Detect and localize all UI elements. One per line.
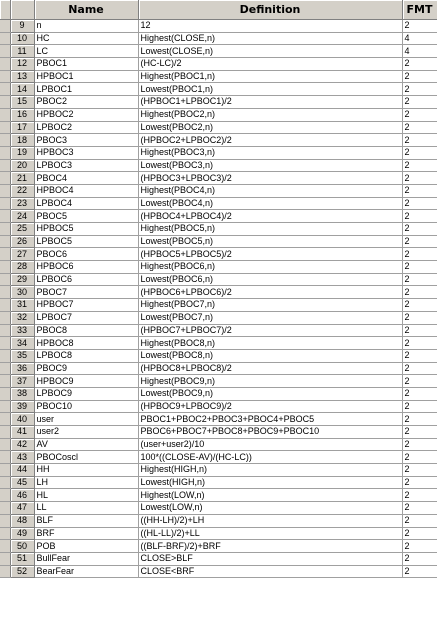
row-number[interactable]: 15 <box>10 96 34 109</box>
definition-cell[interactable]: Highest(PBOC6,n) <box>138 261 402 274</box>
row-selector[interactable] <box>0 286 10 299</box>
row-number[interactable]: 24 <box>10 210 34 223</box>
name-cell[interactable]: PBOC2 <box>34 96 138 109</box>
row-number[interactable]: 19 <box>10 146 34 159</box>
row-number[interactable]: 45 <box>10 476 34 489</box>
name-cell[interactable]: LPBOC1 <box>34 83 138 96</box>
fmt-cell[interactable]: 2 <box>402 311 437 324</box>
table-row[interactable] <box>0 83 437 96</box>
name-cell[interactable]: LPBOC2 <box>34 121 138 134</box>
row-number[interactable]: 9 <box>10 20 34 33</box>
table-row[interactable] <box>0 413 437 426</box>
definition-cell[interactable]: Lowest(LOW,n) <box>138 502 402 515</box>
definition-cell[interactable]: ((BLF-BRF)/2)+BRF <box>138 540 402 553</box>
fmt-cell[interactable]: 2 <box>402 375 437 388</box>
row-selector[interactable] <box>0 121 10 134</box>
fmt-cell[interactable]: 2 <box>402 210 437 223</box>
fmt-cell[interactable]: 2 <box>402 387 437 400</box>
table-row[interactable] <box>0 210 437 223</box>
row-selector[interactable] <box>0 565 10 578</box>
name-cell[interactable]: HPBOC2 <box>34 108 138 121</box>
name-cell[interactable]: PBOC3 <box>34 134 138 147</box>
row-number[interactable]: 30 <box>10 286 34 299</box>
fmt-cell[interactable]: 2 <box>402 324 437 337</box>
name-cell[interactable]: PBOC9 <box>34 362 138 375</box>
row-selector[interactable] <box>0 375 10 388</box>
row-number[interactable]: 13 <box>10 70 34 83</box>
table-row[interactable] <box>0 464 437 477</box>
row-number[interactable]: 43 <box>10 451 34 464</box>
table-row[interactable] <box>0 20 437 33</box>
table-row[interactable] <box>0 235 437 248</box>
table-row[interactable] <box>0 58 437 71</box>
table-row[interactable] <box>0 273 437 286</box>
row-number[interactable]: 22 <box>10 184 34 197</box>
row-number[interactable]: 51 <box>10 552 34 565</box>
fmt-cell[interactable]: 4 <box>402 45 437 58</box>
definition-cell[interactable]: (HPBOC1+LPBOC1)/2 <box>138 96 402 109</box>
table-row[interactable] <box>0 96 437 109</box>
table-row[interactable] <box>0 184 437 197</box>
fmt-cell[interactable]: 2 <box>402 349 437 362</box>
definition-cell[interactable]: (HPBOC6+LPBOC6)/2 <box>138 286 402 299</box>
row-selector[interactable] <box>0 540 10 553</box>
row-selector[interactable] <box>0 311 10 324</box>
name-cell[interactable]: LPBOC9 <box>34 387 138 400</box>
row-selector[interactable] <box>0 527 10 540</box>
row-selector[interactable] <box>0 210 10 223</box>
name-cell[interactable]: HH <box>34 464 138 477</box>
fmt-cell[interactable]: 2 <box>402 248 437 261</box>
row-number[interactable]: 16 <box>10 108 34 121</box>
fmt-cell[interactable]: 2 <box>402 261 437 274</box>
name-cell[interactable]: BRF <box>34 527 138 540</box>
definition-cell[interactable]: Highest(LOW,n) <box>138 489 402 502</box>
name-cell[interactable]: POB <box>34 540 138 553</box>
row-selector[interactable] <box>0 502 10 515</box>
row-selector[interactable] <box>0 489 10 502</box>
name-cell[interactable]: PBOC10 <box>34 400 138 413</box>
definition-cell[interactable]: Highest(HIGH,n) <box>138 464 402 477</box>
table-row[interactable] <box>0 514 437 527</box>
row-number[interactable]: 48 <box>10 514 34 527</box>
row-selector[interactable] <box>0 476 10 489</box>
table-row[interactable] <box>0 146 437 159</box>
table-row[interactable] <box>0 324 437 337</box>
row-number[interactable]: 33 <box>10 324 34 337</box>
name-cell[interactable]: LPBOC7 <box>34 311 138 324</box>
row-selector[interactable] <box>0 184 10 197</box>
fmt-cell[interactable]: 2 <box>402 146 437 159</box>
row-number[interactable]: 26 <box>10 235 34 248</box>
row-number[interactable]: 28 <box>10 261 34 274</box>
name-cell[interactable]: HPBOC5 <box>34 223 138 236</box>
fmt-cell[interactable]: 2 <box>402 134 437 147</box>
row-selector[interactable] <box>0 299 10 312</box>
row-number[interactable]: 46 <box>10 489 34 502</box>
name-cell[interactable]: LPBOC4 <box>34 197 138 210</box>
definition-cell[interactable]: ((HL-LL)/2)+LL <box>138 527 402 540</box>
fmt-cell[interactable]: 2 <box>402 184 437 197</box>
header-row <box>0 0 437 20</box>
definition-cell[interactable]: Highest(PBOC4,n) <box>138 184 402 197</box>
definition-cell[interactable]: CLOSE<BRF <box>138 565 402 578</box>
table-row[interactable] <box>0 502 437 515</box>
table-row[interactable] <box>0 527 437 540</box>
row-selector[interactable] <box>0 172 10 185</box>
table-row[interactable] <box>0 311 437 324</box>
table-row[interactable] <box>0 45 437 58</box>
row-selector[interactable] <box>0 248 10 261</box>
fmt-cell[interactable]: 2 <box>402 273 437 286</box>
row-number[interactable]: 29 <box>10 273 34 286</box>
name-cell[interactable]: HPBOC3 <box>34 146 138 159</box>
table-row[interactable] <box>0 223 437 236</box>
row-number-header[interactable] <box>10 0 34 20</box>
fmt-cell[interactable]: 2 <box>402 83 437 96</box>
table-row[interactable] <box>0 552 437 565</box>
row-number[interactable]: 10 <box>10 32 34 45</box>
row-selector[interactable] <box>0 223 10 236</box>
row-number[interactable]: 36 <box>10 362 34 375</box>
fmt-cell[interactable]: 2 <box>402 502 437 515</box>
row-selector[interactable] <box>0 349 10 362</box>
fmt-cell[interactable]: 2 <box>402 223 437 236</box>
definition-cell[interactable]: PBOC6+PBOC7+PBOC8+PBOC9+PBOC10 <box>138 426 402 439</box>
definition-cell[interactable]: (HPBOC4+LPBOC4)/2 <box>138 210 402 223</box>
definition-cell[interactable]: (user+user2)/10 <box>138 438 402 451</box>
row-selector[interactable] <box>0 273 10 286</box>
fmt-cell[interactable]: 2 <box>402 476 437 489</box>
name-cell[interactable]: AV <box>34 438 138 451</box>
name-cell[interactable]: PBOC6 <box>34 248 138 261</box>
table-row[interactable] <box>0 261 437 274</box>
row-number[interactable]: 35 <box>10 349 34 362</box>
column-header-definition[interactable]: Definition <box>138 0 402 20</box>
table-row[interactable] <box>0 108 437 121</box>
fmt-cell[interactable]: 2 <box>402 527 437 540</box>
row-selector[interactable] <box>0 96 10 109</box>
row-number[interactable]: 39 <box>10 400 34 413</box>
name-cell[interactable]: LPBOC6 <box>34 273 138 286</box>
definition-cell[interactable]: Highest(PBOC1,n) <box>138 70 402 83</box>
row-number[interactable]: 38 <box>10 387 34 400</box>
name-cell[interactable]: PBOC7 <box>34 286 138 299</box>
row-number[interactable]: 52 <box>10 565 34 578</box>
definition-cell[interactable]: Highest(PBOC7,n) <box>138 299 402 312</box>
table-row[interactable] <box>0 197 437 210</box>
table-row[interactable] <box>0 565 437 578</box>
name-cell[interactable]: LH <box>34 476 138 489</box>
row-number[interactable]: 32 <box>10 311 34 324</box>
row-number[interactable]: 50 <box>10 540 34 553</box>
corner-cell[interactable] <box>0 0 10 20</box>
table-row[interactable] <box>0 451 437 464</box>
name-cell[interactable]: HPBOC7 <box>34 299 138 312</box>
definition-cell[interactable]: Lowest(PBOC1,n) <box>138 83 402 96</box>
definition-cell[interactable]: Highest(PBOC5,n) <box>138 223 402 236</box>
table-row[interactable] <box>0 426 437 439</box>
definition-cell[interactable]: (HPBOC3+LPBOC3)/2 <box>138 172 402 185</box>
fmt-cell[interactable]: 2 <box>402 108 437 121</box>
row-selector[interactable] <box>0 261 10 274</box>
definition-cell[interactable]: (HPBOC9+LPBOC9)/2 <box>138 400 402 413</box>
table-row[interactable] <box>0 172 437 185</box>
fmt-cell[interactable]: 2 <box>402 96 437 109</box>
definition-cell[interactable]: Highest(PBOC9,n) <box>138 375 402 388</box>
row-number[interactable]: 25 <box>10 223 34 236</box>
definition-cell[interactable]: Highest(PBOC3,n) <box>138 146 402 159</box>
fmt-cell[interactable]: 2 <box>402 197 437 210</box>
table-row[interactable] <box>0 248 437 261</box>
definition-cell[interactable]: (HPBOC7+LPBOC7)/2 <box>138 324 402 337</box>
definition-cell[interactable]: 100*((CLOSE-AV)/(HC-LC)) <box>138 451 402 464</box>
definition-cell[interactable]: PBOC1+PBOC2+PBOC3+PBOC4+PBOC5 <box>138 413 402 426</box>
row-number[interactable]: 41 <box>10 426 34 439</box>
name-cell[interactable]: HL <box>34 489 138 502</box>
row-selector[interactable] <box>0 324 10 337</box>
table-row[interactable] <box>0 286 437 299</box>
table-row[interactable] <box>0 489 437 502</box>
name-cell[interactable]: HPBOC6 <box>34 261 138 274</box>
row-selector[interactable] <box>0 20 10 33</box>
row-number[interactable]: 12 <box>10 58 34 71</box>
row-number[interactable]: 27 <box>10 248 34 261</box>
definition-cell[interactable]: Lowest(PBOC2,n) <box>138 121 402 134</box>
name-cell[interactable]: LL <box>34 502 138 515</box>
row-number[interactable]: 17 <box>10 121 34 134</box>
row-number[interactable]: 34 <box>10 337 34 350</box>
name-cell[interactable]: PBOCoscl <box>34 451 138 464</box>
row-selector[interactable] <box>0 134 10 147</box>
definition-cell[interactable]: (HPBOC5+LPBOC5)/2 <box>138 248 402 261</box>
row-selector[interactable] <box>0 451 10 464</box>
column-header-name[interactable]: Name <box>34 0 138 20</box>
definition-cell[interactable]: Lowest(PBOC8,n) <box>138 349 402 362</box>
name-cell[interactable]: LC <box>34 45 138 58</box>
definition-cell[interactable]: Lowest(HIGH,n) <box>138 476 402 489</box>
fmt-cell[interactable]: 2 <box>402 20 437 33</box>
definition-cell[interactable]: ((HH-LH)/2)+LH <box>138 514 402 527</box>
row-selector[interactable] <box>0 552 10 565</box>
name-cell[interactable]: PBOC5 <box>34 210 138 223</box>
name-cell[interactable]: PBOC4 <box>34 172 138 185</box>
fmt-cell[interactable]: 2 <box>402 121 437 134</box>
fmt-cell[interactable]: 2 <box>402 235 437 248</box>
fmt-cell[interactable]: 2 <box>402 70 437 83</box>
row-selector[interactable] <box>0 413 10 426</box>
row-selector[interactable] <box>0 438 10 451</box>
fmt-cell[interactable]: 2 <box>402 337 437 350</box>
fmt-cell[interactable]: 2 <box>402 362 437 375</box>
row-number[interactable]: 20 <box>10 159 34 172</box>
row-selector[interactable] <box>0 362 10 375</box>
fmt-cell[interactable]: 2 <box>402 438 437 451</box>
row-number[interactable]: 49 <box>10 527 34 540</box>
fmt-cell[interactable]: 2 <box>402 286 437 299</box>
fmt-cell[interactable]: 2 <box>402 299 437 312</box>
row-selector[interactable] <box>0 337 10 350</box>
column-header-fmt[interactable]: FMT <box>402 0 437 20</box>
definition-cell[interactable]: (HC-LC)/2 <box>138 58 402 71</box>
definition-cell[interactable]: Highest(PBOC8,n) <box>138 337 402 350</box>
name-cell[interactable]: PBOC1 <box>34 58 138 71</box>
row-selector[interactable] <box>0 400 10 413</box>
table-row[interactable] <box>0 349 437 362</box>
row-number[interactable]: 31 <box>10 299 34 312</box>
name-cell[interactable]: HC <box>34 32 138 45</box>
definition-cell[interactable]: Lowest(PBOC3,n) <box>138 159 402 172</box>
row-number[interactable]: 23 <box>10 197 34 210</box>
name-cell[interactable]: HPBOC4 <box>34 184 138 197</box>
table-row[interactable] <box>0 32 437 45</box>
name-cell[interactable]: LPBOC8 <box>34 349 138 362</box>
row-number[interactable]: 14 <box>10 83 34 96</box>
row-selector[interactable] <box>0 514 10 527</box>
fmt-cell[interactable]: 2 <box>402 489 437 502</box>
table-row[interactable] <box>0 540 437 553</box>
row-number[interactable]: 40 <box>10 413 34 426</box>
row-number[interactable]: 18 <box>10 134 34 147</box>
row-number[interactable]: 37 <box>10 375 34 388</box>
table-row[interactable] <box>0 70 437 83</box>
row-selector[interactable] <box>0 464 10 477</box>
row-selector[interactable] <box>0 159 10 172</box>
definition-cell[interactable]: Highest(CLOSE,n) <box>138 32 402 45</box>
fmt-cell[interactable]: 2 <box>402 426 437 439</box>
row-selector[interactable] <box>0 70 10 83</box>
row-number[interactable]: 42 <box>10 438 34 451</box>
name-cell[interactable]: HPBOC9 <box>34 375 138 388</box>
definition-cell[interactable]: (HPBOC2+LPBOC2)/2 <box>138 134 402 147</box>
name-cell[interactable]: BullFear <box>34 552 138 565</box>
table-row[interactable] <box>0 337 437 350</box>
table-row[interactable] <box>0 121 437 134</box>
name-cell[interactable]: PBOC8 <box>34 324 138 337</box>
name-cell[interactable]: n <box>34 20 138 33</box>
row-selector[interactable] <box>0 108 10 121</box>
definition-cell[interactable]: 12 <box>138 20 402 33</box>
definition-cell[interactable]: Lowest(PBOC6,n) <box>138 273 402 286</box>
row-selector[interactable] <box>0 58 10 71</box>
row-number[interactable]: 44 <box>10 464 34 477</box>
fmt-cell[interactable]: 2 <box>402 552 437 565</box>
table-row[interactable] <box>0 159 437 172</box>
definition-cell[interactable]: (HPBOC8+LPBOC8)/2 <box>138 362 402 375</box>
table-row[interactable] <box>0 375 437 388</box>
row-selector[interactable] <box>0 45 10 58</box>
definition-cell[interactable]: Lowest(CLOSE,n) <box>138 45 402 58</box>
row-selector[interactable] <box>0 146 10 159</box>
name-cell[interactable]: user <box>34 413 138 426</box>
row-selector[interactable] <box>0 32 10 45</box>
definition-cell[interactable]: Lowest(PBOC5,n) <box>138 235 402 248</box>
fmt-cell[interactable]: 2 <box>402 540 437 553</box>
definition-cell[interactable]: Lowest(PBOC9,n) <box>138 387 402 400</box>
name-cell[interactable]: BearFear <box>34 565 138 578</box>
row-selector[interactable] <box>0 83 10 96</box>
row-selector[interactable] <box>0 426 10 439</box>
name-cell[interactable]: LPBOC3 <box>34 159 138 172</box>
definition-cell[interactable]: CLOSE>BLF <box>138 552 402 565</box>
table-row[interactable] <box>0 387 437 400</box>
definition-cell[interactable]: Lowest(PBOC4,n) <box>138 197 402 210</box>
fmt-cell[interactable]: 2 <box>402 400 437 413</box>
table-row[interactable] <box>0 476 437 489</box>
table-row[interactable] <box>0 299 437 312</box>
fmt-cell[interactable]: 2 <box>402 413 437 426</box>
fmt-cell[interactable]: 2 <box>402 514 437 527</box>
row-selector[interactable] <box>0 235 10 248</box>
fmt-cell[interactable]: 2 <box>402 159 437 172</box>
row-number[interactable]: 47 <box>10 502 34 515</box>
fmt-cell[interactable]: 2 <box>402 451 437 464</box>
table-row[interactable] <box>0 438 437 451</box>
name-cell[interactable]: user2 <box>34 426 138 439</box>
definition-cell[interactable]: Lowest(PBOC7,n) <box>138 311 402 324</box>
fmt-cell[interactable]: 4 <box>402 32 437 45</box>
name-cell[interactable]: HPBOC8 <box>34 337 138 350</box>
table-row[interactable] <box>0 400 437 413</box>
fmt-cell[interactable]: 2 <box>402 565 437 578</box>
definition-cell[interactable]: Highest(PBOC2,n) <box>138 108 402 121</box>
fmt-cell[interactable]: 2 <box>402 172 437 185</box>
name-cell[interactable]: LPBOC5 <box>34 235 138 248</box>
table-row[interactable] <box>0 362 437 375</box>
table-row[interactable] <box>0 134 437 147</box>
row-number[interactable]: 11 <box>10 45 34 58</box>
fmt-cell[interactable]: 2 <box>402 464 437 477</box>
name-cell[interactable]: HPBOC1 <box>34 70 138 83</box>
table-body <box>0 20 437 578</box>
row-selector[interactable] <box>0 387 10 400</box>
row-number[interactable]: 21 <box>10 172 34 185</box>
row-selector[interactable] <box>0 197 10 210</box>
name-cell[interactable]: BLF <box>34 514 138 527</box>
fmt-cell[interactable]: 2 <box>402 58 437 71</box>
